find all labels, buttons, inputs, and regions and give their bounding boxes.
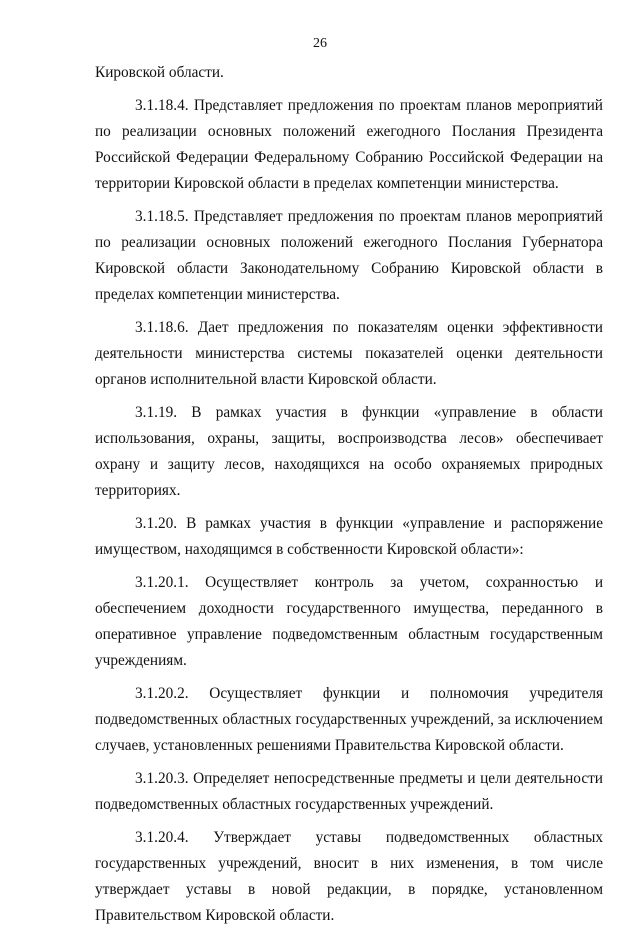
paragraph-text: Представляет предложения по проектам планов мероприятий по реализации основных положений ежегодного Послания Губернатора Кировской области Законодательному Собранию Кировской области в пределах компетенции министерства. (95, 208, 603, 303)
paragraph-3-1-20-4 (95, 825, 603, 929)
paragraph-text: Определяет непосредственные предметы и цели деятельности подведомственных областных государственных учреждений. (95, 770, 603, 813)
clause-number: 3.1.20.3. (135, 770, 189, 787)
paragraph-3-1-20-1 (95, 570, 603, 674)
paragraph-text: В рамках участия в функции «управление в области использования, охраны, защиты, воспроизводства лесов» обеспечивает охрану и защиту лесов, находящихся на особо охраняемых природных территориях. (95, 404, 603, 499)
document-body (95, 60, 603, 936)
paragraph-text: Осуществляет контроль за учетом, сохранностью и обеспечением доходности государственного имущества, переданного в оперативное управление подведомственным областным государственным учреждениям. (95, 574, 604, 669)
clause-number: 3.1.20.4. (135, 829, 189, 846)
paragraph-3-1-20-3 (95, 766, 603, 818)
clause-number: 3.1.20.2. (135, 685, 189, 702)
paragraph-3-1-18-6 (95, 315, 603, 393)
paragraph-text: Утверждает уставы подведомственных областных государственных учреждений, вносит в них изменения, в том числе утверждает уставы в новой редакции, в порядке, установленном Правительством Кировской области. (95, 829, 603, 924)
page-number: 26 (313, 36, 327, 51)
paragraph-text: В рамках участия в функции «управление и распоряжение имуществом, находящимся в собственности Кировской области»: (95, 515, 604, 558)
clause-number: 3.1.18.5. (135, 208, 189, 225)
clause-number: 3.1.19. (135, 404, 178, 421)
paragraph-text: Осуществляет функции и полномочия учредителя подведомственных областных государственных учреждений, за исключением случаев, установленных решениями Правительства Кировской области. (95, 685, 604, 754)
paragraph-text: Кировской области. (95, 64, 224, 81)
paragraph-3-1-20 (95, 511, 603, 563)
paragraph-3-1-19 (95, 400, 603, 504)
clause-number: 3.1.18.6. (135, 319, 189, 336)
paragraph-3-1-20-2 (95, 681, 603, 759)
paragraph-3-1-18-5 (95, 204, 603, 308)
paragraph-text: Представляет предложения по проектам планов мероприятий по реализации основных положений ежегодного Послания Президента Российской Федерации Федеральному Собранию Российской Федерации на территории Кировской области в пределах компетенции министерства. (95, 97, 603, 192)
paragraph-3-1-18-4 (95, 93, 603, 197)
clause-number: 3.1.20.1. (135, 574, 189, 591)
paragraph-text: Дает предложения по показателям оценки эффективности деятельности министерства системы показателей оценки деятельности органов исполнительной власти Кировской области. (95, 319, 603, 388)
paragraph-continuation (95, 60, 603, 86)
clause-number: 3.1.20. (135, 515, 178, 532)
clause-number: 3.1.18.4. (135, 97, 189, 114)
